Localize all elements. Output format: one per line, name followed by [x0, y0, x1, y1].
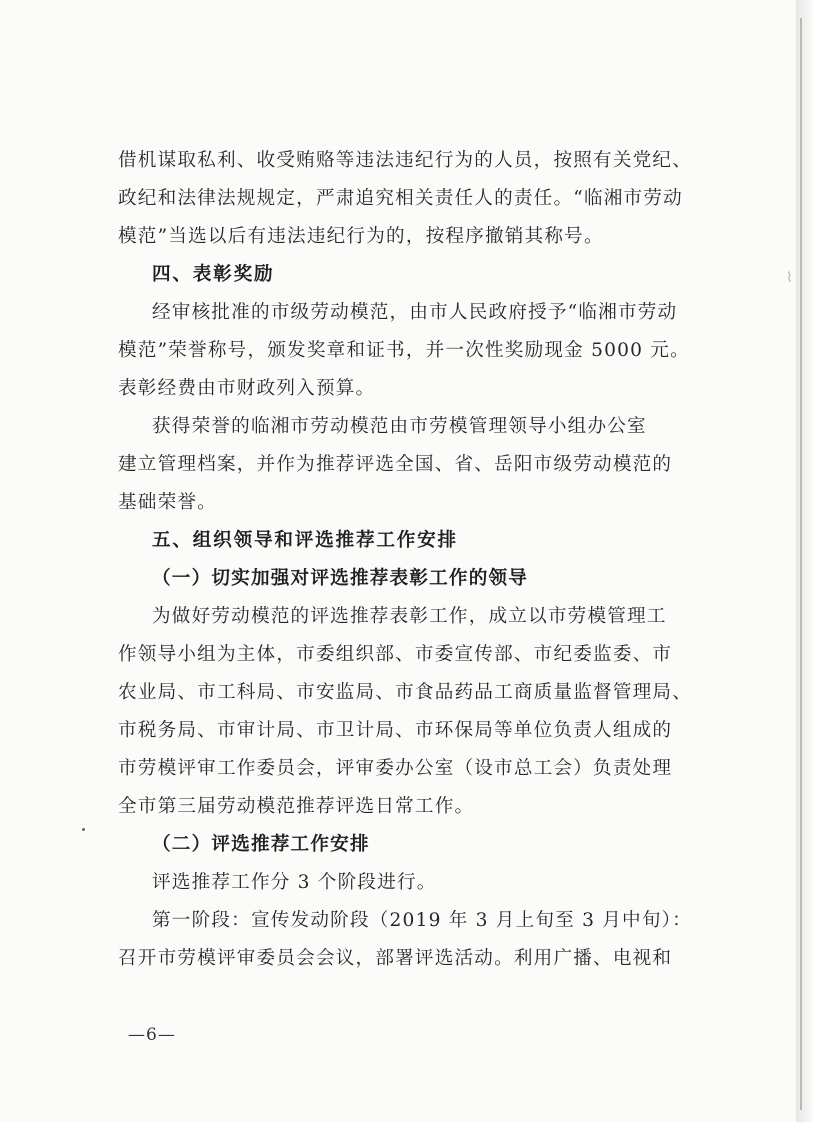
section-heading-organization: 五、组织领导和评选推荐工作安排 [152, 530, 458, 551]
body-line: 政纪和法律法规规定，严肃追究相关责任人的责任。“临湘市劳动 [118, 188, 683, 209]
body-line: 召开市劳模评审委员会会议，部署评选活动。利用广播、电视和 [118, 948, 673, 969]
scan-dot [82, 828, 85, 831]
body-line: 基础荣誉。 [118, 492, 217, 513]
body-line: 获得荣誉的临湘市劳动模范由市劳模管理领导小组办公室 [152, 416, 647, 437]
body-line: 作领导小组为主体，市委组织部、市委宣传部、市纪委监委、市 [118, 644, 673, 665]
document-body [118, 142, 708, 978]
page-number: —6— [128, 1025, 176, 1045]
page-edge-shadow [796, 0, 816, 1122]
body-line: 借机谋取私利、收受贿赂等违法违纪行为的人员，按照有关党纪、 [118, 150, 693, 171]
body-line: 建立管理档案，并作为推荐评选全国、省、岳阳市级劳动模范的 [118, 454, 673, 475]
page-edge-line [800, 18, 802, 1110]
body-line: 市劳模评审工作委员会，评审委办公室（设市总工会）负责处理 [118, 758, 673, 779]
body-line: 为做好劳动模范的评选推荐表彰工作，成立以市劳模管理工 [152, 606, 667, 627]
subsection-heading-arrangement: （二）评选推荐工作安排 [152, 834, 370, 855]
body-line: 模范”荣誉称号，颁发奖章和证书，并一次性奖励现金 5000 元。 [118, 340, 690, 361]
section-heading-commendation: 四、表彰奖励 [152, 264, 275, 285]
body-line: 全市第三届劳动模范推荐评选日常工作。 [118, 796, 475, 817]
body-line: 表彰经费由市财政列入预算。 [118, 378, 376, 399]
body-line: 市税务局、市审计局、市卫计局、市环保局等单位负责人组成的 [118, 720, 673, 741]
body-line: 模范”当选以后有违法违纪行为的，按程序撤销其称号。 [118, 226, 604, 247]
scan-speck: ⌇ [786, 270, 793, 286]
body-line: 农业局、市工科局、市安监局、市食品药品工商质量监督管理局、 [118, 682, 693, 703]
body-line: 评选推荐工作分 3 个阶段进行。 [152, 872, 437, 893]
body-line: 第一阶段：宣传发动阶段（2019 年 3 月上旬至 3 月中旬）： [152, 910, 692, 931]
subsection-heading-leadership: （一）切实加强对评选推荐表彰工作的领导 [152, 568, 529, 589]
body-line: 经审核批准的市级劳动模范，由市人民政府授予“临湘市劳动 [152, 302, 678, 323]
